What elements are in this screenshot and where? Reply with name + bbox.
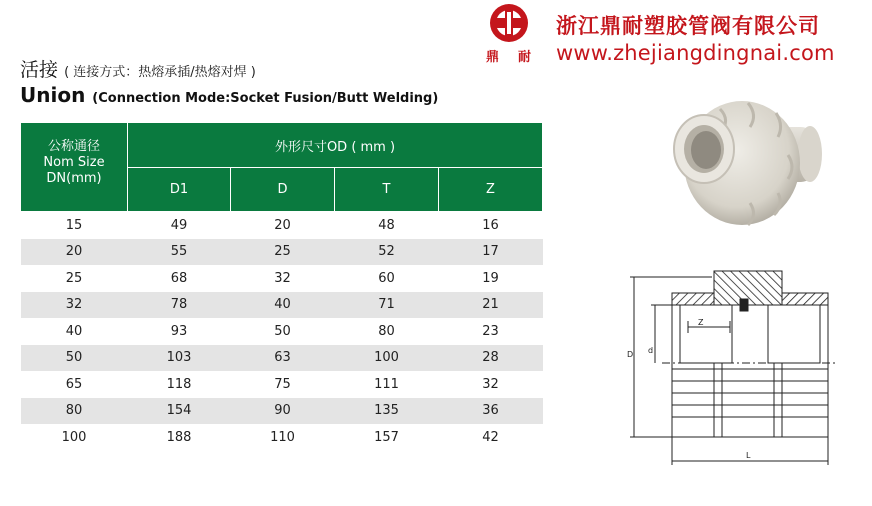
table-cell: 154 — [128, 398, 231, 425]
table-cell: 40 — [21, 318, 128, 345]
table-cell: 118 — [128, 371, 231, 398]
brand-logo — [482, 2, 542, 64]
table-row — [21, 424, 543, 451]
title-chinese — [20, 55, 256, 82]
table-row — [21, 239, 543, 266]
column-header-t: T — [335, 168, 439, 212]
table-cell: 23 — [439, 318, 543, 345]
table-row — [21, 345, 543, 372]
table-cell: 28 — [439, 345, 543, 372]
table-cell: 100 — [335, 345, 439, 372]
title-chinese-main: 活接 — [20, 59, 59, 81]
table-row — [21, 265, 543, 292]
title-chinese-sub: ( 连接方式：热熔承插/热熔对焊 ) — [64, 65, 256, 80]
product-photo — [660, 95, 830, 235]
website-url: www.zhejiangdingnai.com — [556, 41, 835, 65]
table-cell: 52 — [335, 239, 439, 266]
table-cell: 16 — [439, 212, 543, 239]
union-fitting-image — [660, 95, 830, 235]
table-cell: 19 — [439, 265, 543, 292]
od-header: 外形尺寸OD ( mm ) — [128, 123, 543, 168]
column-header-z: Z — [439, 168, 543, 212]
nominal-size-header — [21, 123, 128, 212]
table-cell: 111 — [335, 371, 439, 398]
table-cell: 63 — [231, 345, 335, 372]
label-l: L — [746, 451, 751, 460]
table-cell: 110 — [231, 424, 335, 451]
company-name: 浙江鼎耐塑胶管阀有限公司 — [556, 14, 820, 38]
table-cell: 80 — [335, 318, 439, 345]
table-row — [21, 371, 543, 398]
table-cell: 71 — [335, 292, 439, 319]
table-cell: 20 — [231, 212, 335, 239]
table-cell: 40 — [231, 292, 335, 319]
table-cell: 60 — [335, 265, 439, 292]
table-cell: 93 — [128, 318, 231, 345]
title-english-main: Union — [20, 83, 86, 107]
label-d-large: D — [627, 350, 634, 359]
table-cell: 48 — [335, 212, 439, 239]
table-row — [21, 318, 543, 345]
logo-emblem-icon — [482, 2, 542, 46]
table-cell: 32 — [21, 292, 128, 319]
table-cell: 49 — [128, 212, 231, 239]
table-cell: 65 — [21, 371, 128, 398]
table-cell: 25 — [21, 265, 128, 292]
title-english — [20, 83, 438, 107]
table-cell: 50 — [231, 318, 335, 345]
table-row — [21, 398, 543, 425]
label-z: Z — [698, 318, 704, 327]
nominal-header-cn: 公称通径 — [47, 139, 100, 154]
table-cell: 188 — [128, 424, 231, 451]
label-d-small: d — [648, 346, 654, 355]
table-cell: 68 — [128, 265, 231, 292]
nominal-header-en: Nom Size — [43, 155, 105, 170]
column-header-d1: D1 — [128, 168, 231, 212]
table-cell: 80 — [21, 398, 128, 425]
table-cell: 55 — [128, 239, 231, 266]
technical-drawing — [622, 265, 842, 470]
table-row — [21, 292, 543, 319]
table-cell: 25 — [231, 239, 335, 266]
table-cell: 32 — [231, 265, 335, 292]
table-cell: 17 — [439, 239, 543, 266]
logo-char-2: 耐 — [518, 50, 532, 65]
table-cell: 100 — [21, 424, 128, 451]
table-cell: 50 — [21, 345, 128, 372]
nominal-header-unit: DN(mm) — [46, 171, 102, 186]
table-cell: 32 — [439, 371, 543, 398]
table-cell: 36 — [439, 398, 543, 425]
table-cell: 75 — [231, 371, 335, 398]
spec-table — [20, 122, 543, 451]
union-cross-section-diagram — [622, 265, 842, 470]
table-cell: 20 — [21, 239, 128, 266]
table-cell: 135 — [335, 398, 439, 425]
table-cell: 90 — [231, 398, 335, 425]
table-cell: 103 — [128, 345, 231, 372]
logo-char-1: 鼎 — [486, 50, 500, 65]
table-cell: 157 — [335, 424, 439, 451]
table-cell: 15 — [21, 212, 128, 239]
table-cell: 42 — [439, 424, 543, 451]
column-header-d: D — [231, 168, 335, 212]
title-english-sub: (Connection Mode:Socket Fusion/Butt Welding) — [92, 91, 439, 106]
table-cell: 21 — [439, 292, 543, 319]
table-row — [21, 212, 543, 239]
table-cell: 78 — [128, 292, 231, 319]
